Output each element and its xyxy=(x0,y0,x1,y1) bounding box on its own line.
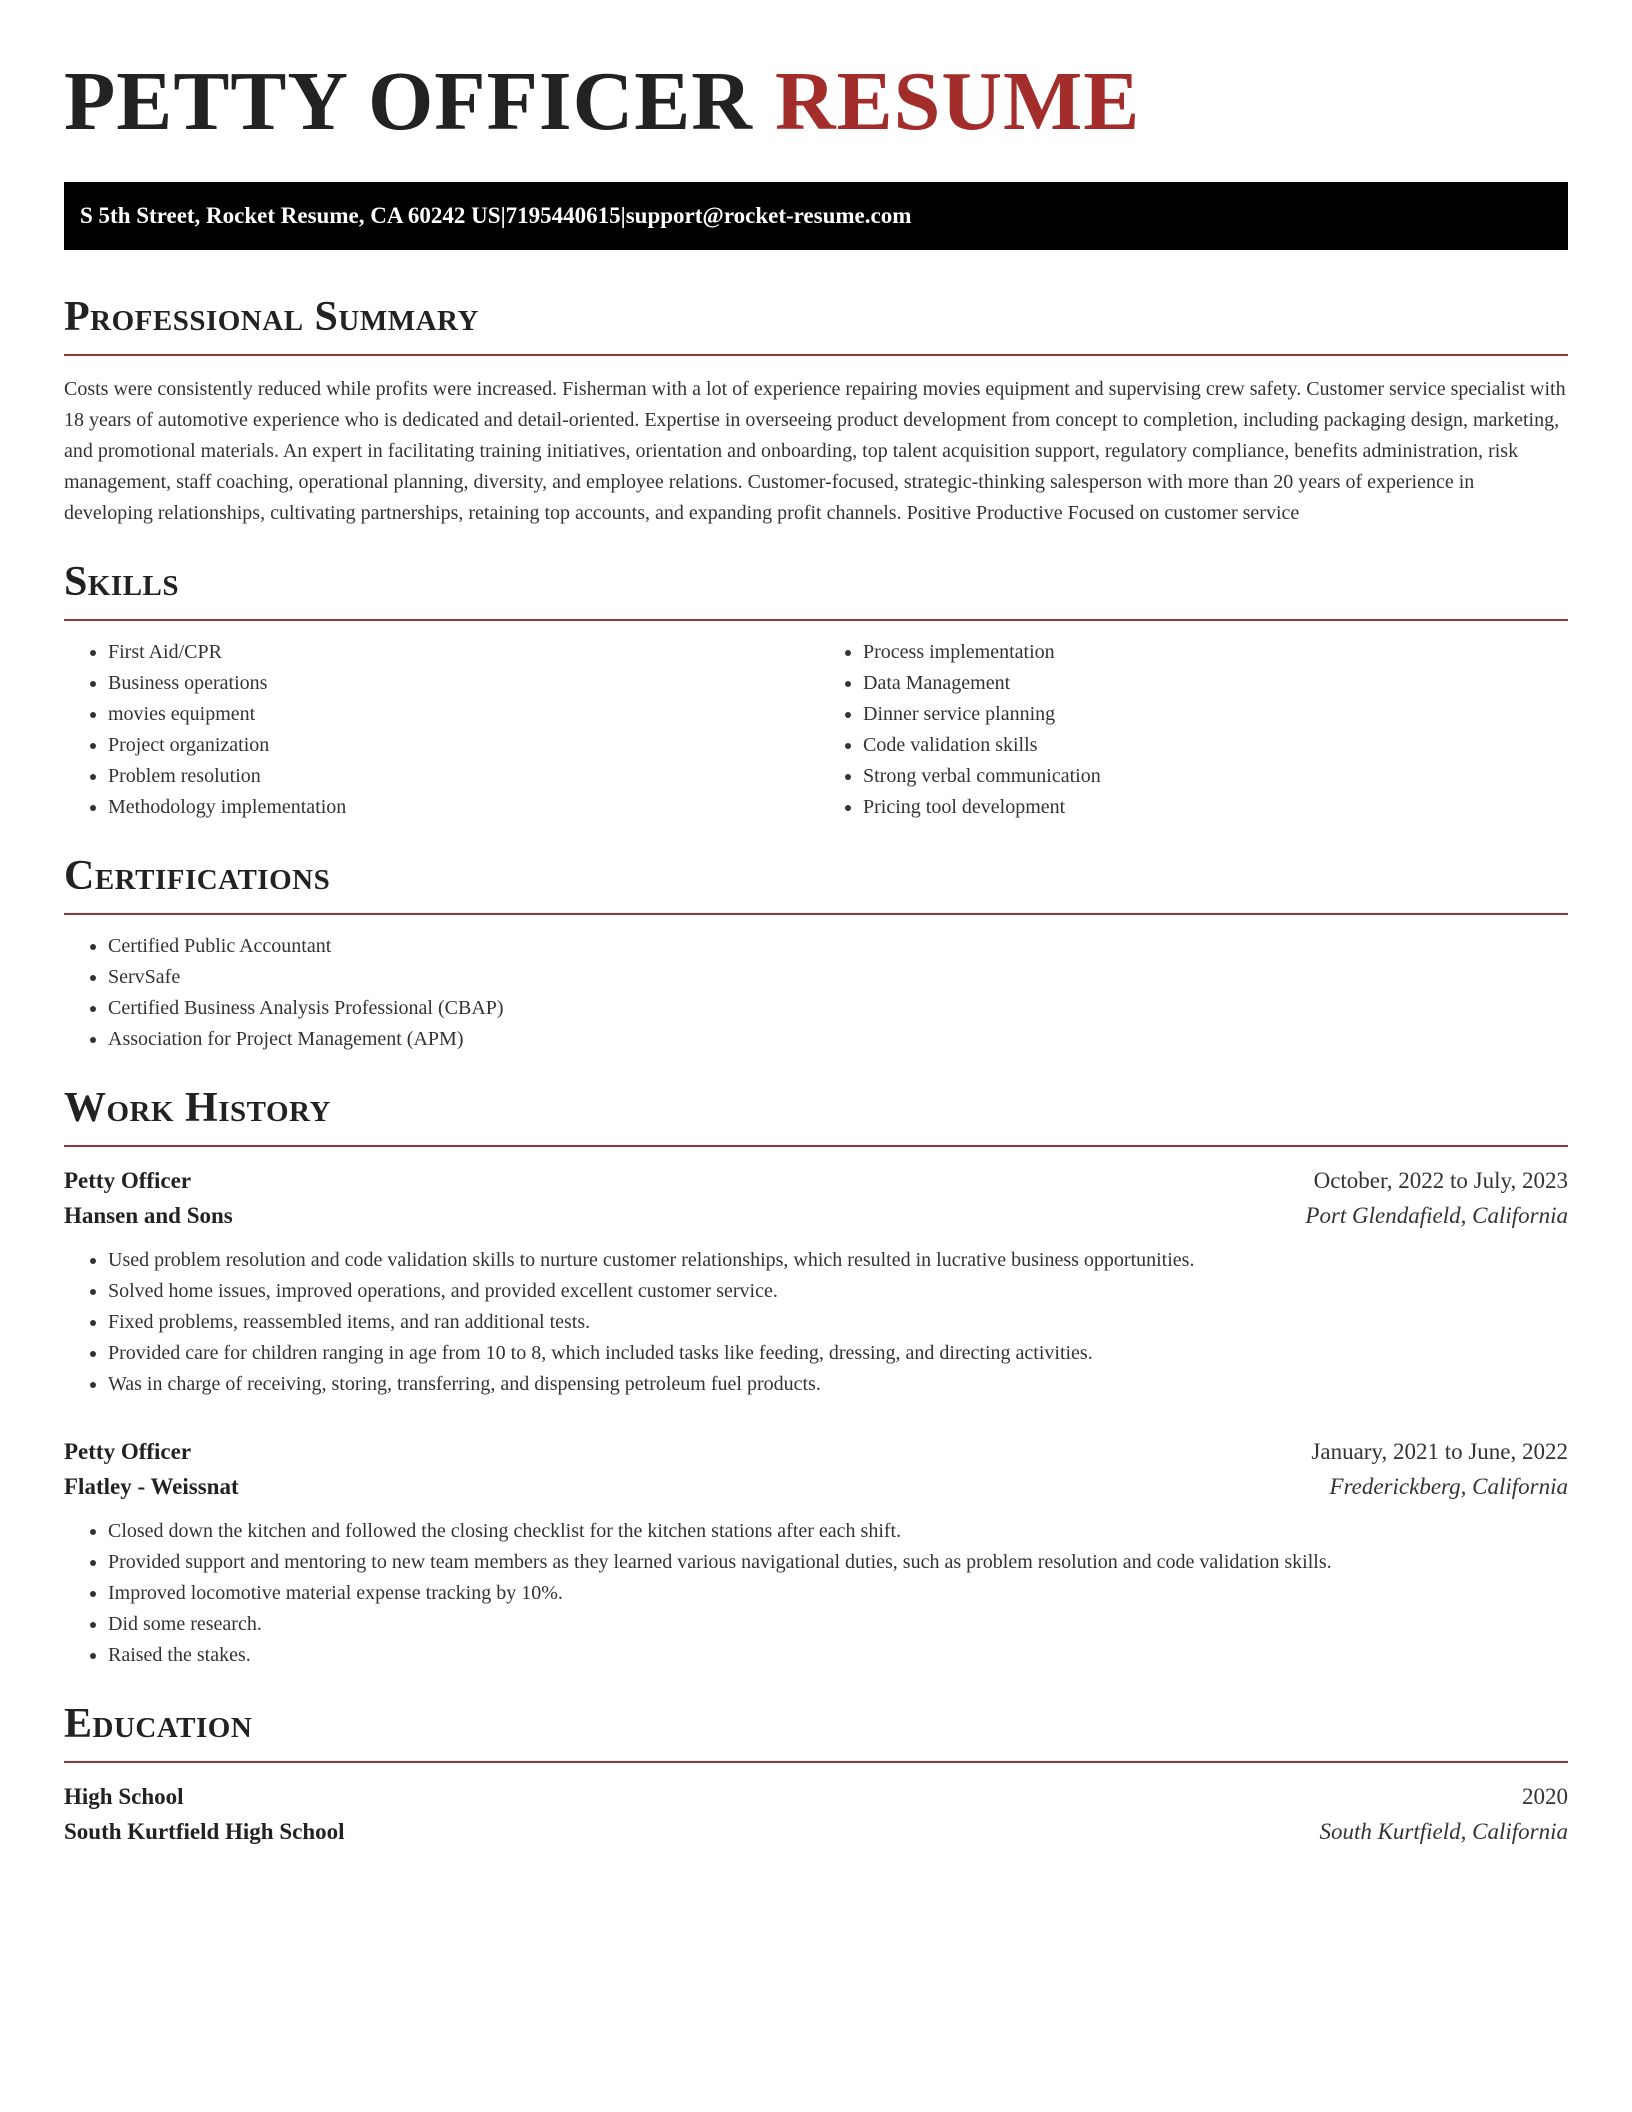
certification-item: • ServSafe xyxy=(108,962,1568,993)
skill-item: • First Aid/CPR xyxy=(108,637,816,668)
job-bullet: • Was in charge of receiving, storing, transferring, and dispensing petroleum fuel products. xyxy=(108,1369,1568,1400)
job-bullet: • Improved locomotive material expense tracking by 10%. xyxy=(108,1578,1568,1609)
job-entry xyxy=(64,1163,1568,1400)
education-entry xyxy=(64,1779,1568,1849)
job-company: Hansen and Sons xyxy=(64,1203,233,1228)
skills-section xyxy=(64,557,1568,823)
job-header-row xyxy=(64,1434,1568,1469)
skill-item: • Problem resolution xyxy=(108,761,816,792)
contact-separator: | xyxy=(500,203,506,228)
job-bullet: • Raised the stakes. xyxy=(108,1640,1568,1671)
job-location: Port Glendafield, California xyxy=(1305,1203,1568,1228)
skill-item: • Process implementation xyxy=(863,637,1568,668)
job-bullet: • Provided care for children ranging in age from 10 to 8, which included tasks like feeding, dressing, and directing activities. xyxy=(108,1338,1568,1369)
section-heading-education: Education xyxy=(64,1701,253,1747)
job-company-row xyxy=(64,1198,1568,1233)
job-bullets xyxy=(64,1516,1568,1671)
title-main: PETTY OFFICER xyxy=(64,55,753,148)
job-entry xyxy=(64,1434,1568,1671)
job-bullet: • Did some research. xyxy=(108,1609,1568,1640)
summary-section xyxy=(64,292,1568,529)
contact-separator: | xyxy=(620,203,626,228)
job-company: Flatley - Weissnat xyxy=(64,1474,239,1499)
section-heading-work-history: Work History xyxy=(64,1085,331,1131)
job-title: Petty Officer xyxy=(64,1168,192,1193)
education-degree: High School xyxy=(64,1784,184,1809)
job-bullet: • Fixed problems, reassembled items, and ran additional tests. xyxy=(108,1307,1568,1338)
resume-title xyxy=(64,0,1568,152)
skills-list-left xyxy=(64,637,816,823)
job-location: Frederickberg, California xyxy=(1329,1474,1568,1499)
skill-item: • Dinner service planning xyxy=(863,699,1568,730)
section-divider xyxy=(64,1761,1568,1763)
education-section xyxy=(64,1699,1568,1849)
section-heading-certifications: Certifications xyxy=(64,853,331,899)
job-bullet: • Used problem resolution and code validation skills to nurture customer relationships, which resulted in lucrative business opportunities. xyxy=(108,1245,1568,1276)
education-year: 2020 xyxy=(1522,1784,1568,1809)
job-dates: October, 2022 to July, 2023 xyxy=(1313,1168,1568,1193)
education-location: South Kurtfield, California xyxy=(1319,1819,1568,1844)
skills-grid xyxy=(64,621,1568,823)
contact-address: S 5th Street, Rocket Resume, CA 60242 US xyxy=(80,203,501,228)
skill-item: • Code validation skills xyxy=(863,730,1568,761)
job-title: Petty Officer xyxy=(64,1439,192,1464)
skill-item: • movies equipment xyxy=(108,699,816,730)
education-header-row xyxy=(64,1779,1568,1814)
job-bullet: • Closed down the kitchen and followed the closing checklist for the kitchen stations after each shift. xyxy=(108,1516,1568,1547)
skills-list-right xyxy=(816,637,1568,823)
certifications-section xyxy=(64,851,1568,1055)
certification-item: • Association for Project Management (APM) xyxy=(108,1024,1568,1055)
title-accent: RESUME xyxy=(774,55,1141,148)
section-divider xyxy=(64,913,1568,915)
education-school: South Kurtfield High School xyxy=(64,1819,345,1844)
job-bullet: • Solved home issues, improved operations, and provided excellent customer service. xyxy=(108,1276,1568,1307)
summary-text: Costs were consistently reduced while profits were increased. Fisherman with a lot of experience repairing movies equipment and supervising crew safety. Customer service specialist with 18 years of automotive experience who is dedicated and detail-oriented. Expertise in overseeing product development from concept to completion, including packaging design, marketing, and promotional materials. An expert in facilitating training initiatives, orientation and onboarding, top talent acquisition support, regulatory compliance, benefits administration, risk management, staff coaching, operational planning, diversity, and employee relations. Customer-focused, strategic-thinking salesperson with more than 20 years of experience in developing relationships, cultivating partnerships, retaining top accounts, and expanding profit channels. Positive Productive Focused on customer service xyxy=(64,378,1566,524)
certifications-list xyxy=(64,931,1568,1055)
job-bullet: • Provided support and mentoring to new team members as they learned various navigational duties, such as problem resolution and code validation skills. xyxy=(108,1547,1568,1578)
contact-bar xyxy=(64,182,1568,250)
section-divider xyxy=(64,1145,1568,1147)
section-heading-skills: Skills xyxy=(64,559,180,605)
section-divider xyxy=(64,354,1568,356)
certification-item: • Certified Business Analysis Professional (CBAP) xyxy=(108,993,1568,1024)
skill-item: • Methodology implementation xyxy=(108,792,816,823)
work-history-section xyxy=(64,1083,1568,1671)
contact-email: support@rocket-resume.com xyxy=(625,203,912,228)
skill-item: • Strong verbal communication xyxy=(863,761,1568,792)
job-company-row xyxy=(64,1469,1568,1504)
skill-item: • Pricing tool development xyxy=(863,792,1568,823)
education-school-row xyxy=(64,1814,1568,1849)
job-header-row xyxy=(64,1163,1568,1198)
section-heading-summary: Professional Summary xyxy=(64,294,479,340)
job-dates: January, 2021 to June, 2022 xyxy=(1311,1439,1568,1464)
contact-phone: 7195440615 xyxy=(505,203,621,228)
skill-item: • Business operations xyxy=(108,668,816,699)
certification-item: • Certified Public Accountant xyxy=(108,931,1568,962)
skill-item: • Project organization xyxy=(108,730,816,761)
job-bullets xyxy=(64,1245,1568,1400)
skill-item: • Data Management xyxy=(863,668,1568,699)
